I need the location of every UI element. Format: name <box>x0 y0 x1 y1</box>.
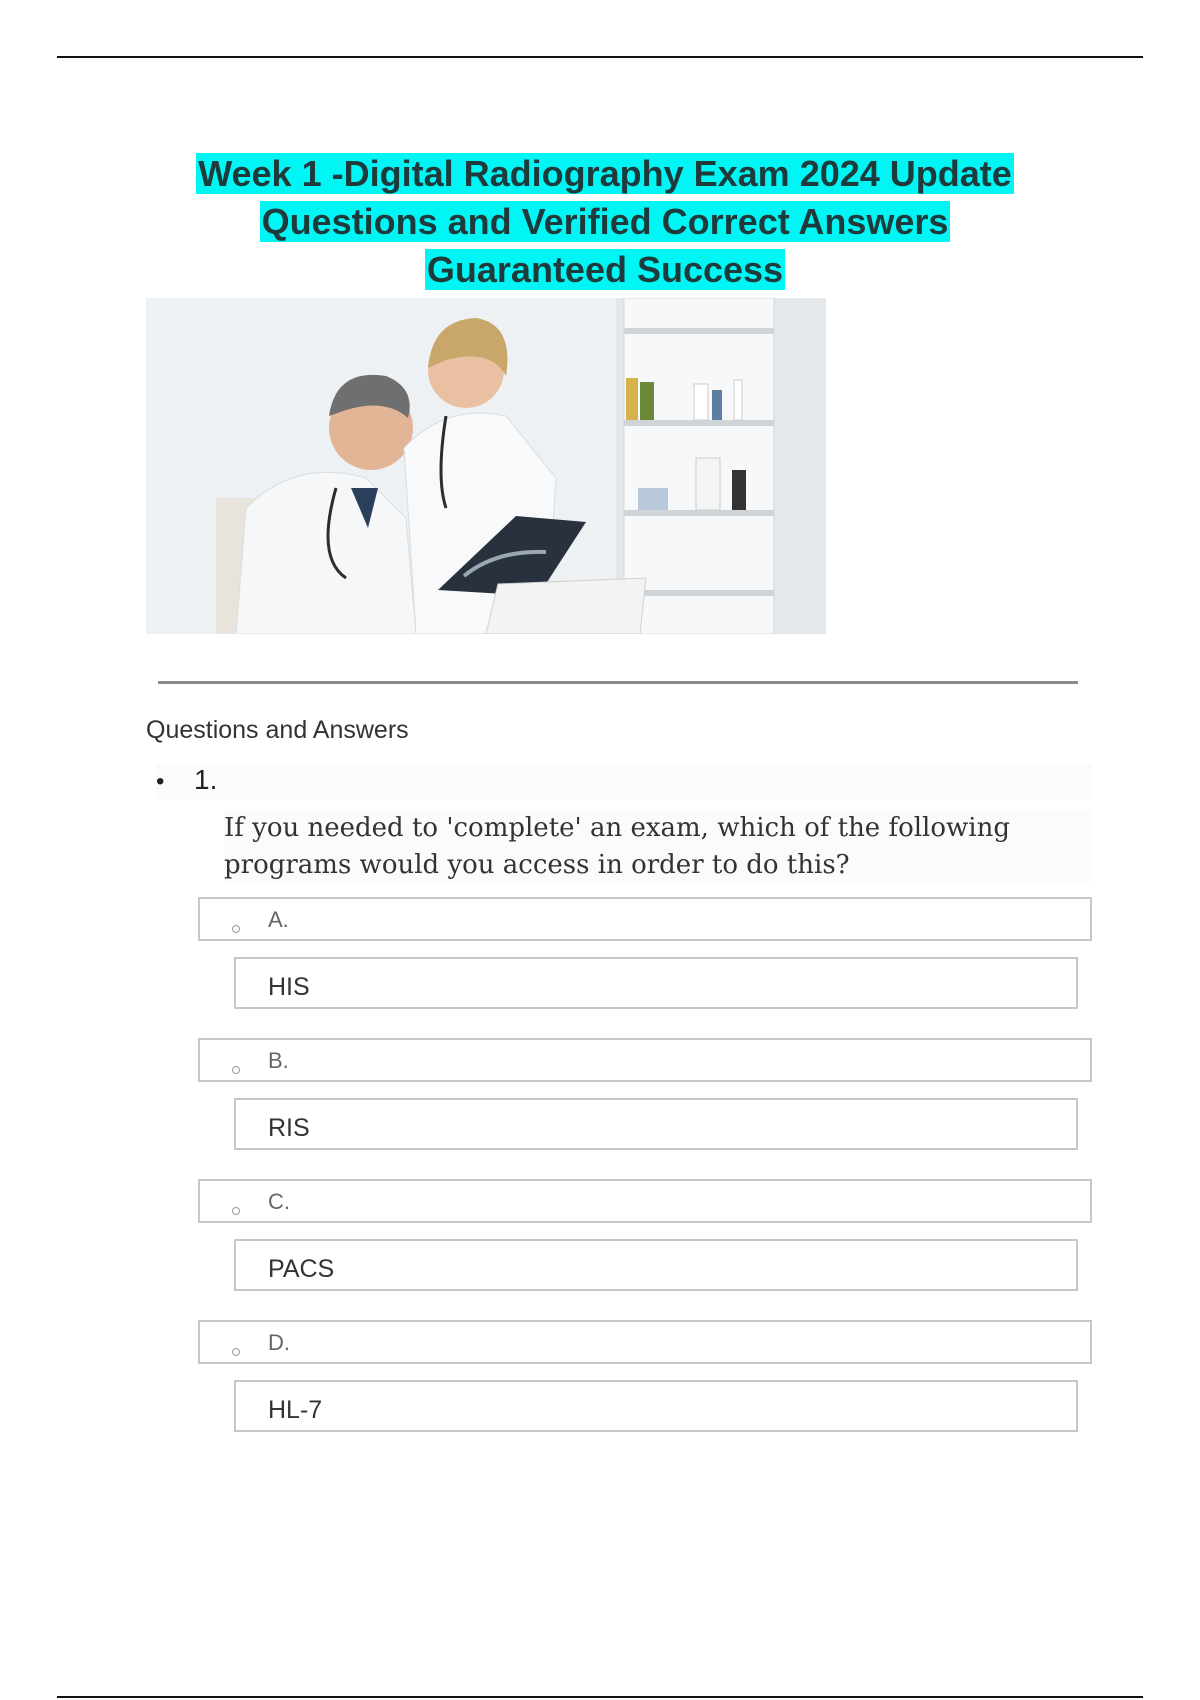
question-number: 1. <box>194 764 218 795</box>
top-rule <box>57 56 1143 58</box>
option-letter: D. <box>268 1330 290 1355</box>
option-answer-text: HIS <box>268 973 310 1001</box>
option-b-header[interactable] <box>198 1038 1092 1082</box>
option-d-answer <box>234 1380 1078 1432</box>
option-b-answer <box>234 1098 1078 1150</box>
doctors-photo <box>146 298 826 634</box>
option-c-header[interactable] <box>198 1179 1092 1223</box>
section-divider <box>158 681 1078 684</box>
radio-circle-icon[interactable] <box>232 1207 240 1215</box>
question-text: If you needed to 'complete' an exam, which of the following programs would you access in order to do this? <box>224 810 1092 882</box>
option-c-answer <box>234 1239 1078 1291</box>
title-line-2: Questions and Verified Correct Answers <box>261 201 949 242</box>
option-a-answer <box>234 957 1078 1009</box>
radio-circle-icon[interactable] <box>232 1348 240 1356</box>
option-answer-text: RIS <box>268 1114 310 1142</box>
option-answer-text: HL-7 <box>268 1396 323 1424</box>
option-letter: B. <box>268 1048 289 1073</box>
question-header <box>156 764 1092 800</box>
title-line-3: Guaranteed Success <box>426 249 784 290</box>
option-letter: A. <box>268 907 289 932</box>
option-answer-text: PACS <box>268 1255 335 1283</box>
bullet-icon: • <box>156 768 165 795</box>
document-title <box>130 150 1080 294</box>
option-letter: C. <box>268 1189 290 1214</box>
radio-circle-icon[interactable] <box>232 1066 240 1074</box>
radio-circle-icon[interactable] <box>232 925 240 933</box>
option-d-header[interactable] <box>198 1320 1092 1364</box>
bottom-rule <box>57 1696 1143 1698</box>
section-heading: Questions and Answers <box>146 716 409 744</box>
title-line-1: Week 1 -Digital Radiography Exam 2024 Update <box>198 153 1012 194</box>
option-a-header[interactable] <box>198 897 1092 941</box>
